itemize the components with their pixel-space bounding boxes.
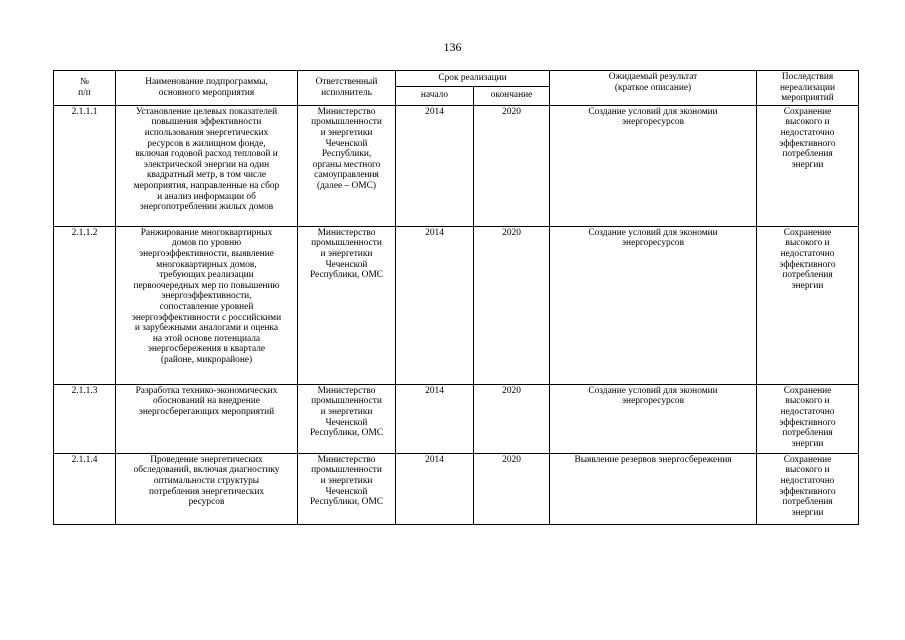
row-num: 2.1.1.1 [54,105,116,226]
row-name: Ранжирование многоквартирных домов по уровню энергоэффективности, выявление многоквартирных домов, требующих реализации первоочередных мер по повышению энергоэффективности, сопоставление уровней энергоэффективности с российскими и зарубежными аналогами и оценка на этой основе потенциала энергосбережения в квартале (районе, микрорайоне) [116,226,298,384]
row-consequences: Сохранение высокого и недостаточно эффективного потребления энергии [757,384,859,453]
table-row [54,226,859,384]
row-result: Создание условий для экономии энергоресурсов [550,226,757,384]
row-executor: Министерство промышленности и энергетики Чеченской Республики, ОМС [298,384,396,453]
row-consequences: Сохранение высокого и недостаточно эффективного потребления энергии [757,226,859,384]
row-end: 2020 [474,384,550,453]
row-num: 2.1.1.3 [54,384,116,453]
row-executor: Министерство промышленности и энергетики Чеченской Республики, ОМС [298,453,396,524]
row-end: 2020 [474,105,550,226]
row-start: 2014 [396,226,474,384]
header-num: № п/п [54,71,116,106]
row-name: Проведение энергетических обследований, включая диагностику оптимальности структуры потребления энергетических ресурсов [116,453,298,524]
table-row [54,105,859,226]
row-start: 2014 [396,453,474,524]
header-executor: Ответственный исполнитель [298,71,396,106]
table-row [54,384,859,453]
header-consequences: Последствия нереализации мероприятий [757,71,859,106]
row-consequences: Сохранение высокого и недостаточно эффективного потребления энергии [757,105,859,226]
row-executor: Министерство промышленности и энергетики Чеченской Республики, органы местного самоуправления (далее – ОМС) [298,105,396,226]
header-period: Срок реализации [396,71,550,87]
page-number: 136 [443,40,462,54]
row-start: 2014 [396,384,474,453]
row-num: 2.1.1.4 [54,453,116,524]
header-result: Ожидаемый результат (краткое описание) [550,71,757,106]
header-end: окончание [474,86,550,105]
row-start: 2014 [396,105,474,226]
header-name: Наименование подпрограммы, основного мероприятия [116,71,298,106]
row-num: 2.1.1.2 [54,226,116,384]
row-end: 2020 [474,453,550,524]
row-result: Выявление резервов энергосбережения [550,453,757,524]
table-row [54,453,859,524]
header-start: начало [396,86,474,105]
row-executor: Министерство промышленности и энергетики Чеченской Республики, ОМС [298,226,396,384]
row-result: Создание условий для экономии энергоресурсов [550,105,757,226]
row-result: Создание условий для экономии энергоресурсов [550,384,757,453]
row-consequences: Сохранение высокого и недостаточно эффективного потребления энергии [757,453,859,524]
measures-table [53,70,859,525]
row-name: Разработка технико-экономических обоснований на внедрение энергосберегающих мероприятий [116,384,298,453]
row-end: 2020 [474,226,550,384]
row-name: Установление целевых показателей повышения эффективности использования энергетических ресурсов в жилищном фонде, включая годовой расход тепловой и электрической энергии на один квадратный метр, в том числе мероприятия, направленные на сбор и анализ информации об энергопотреблении жилых домов [116,105,298,226]
